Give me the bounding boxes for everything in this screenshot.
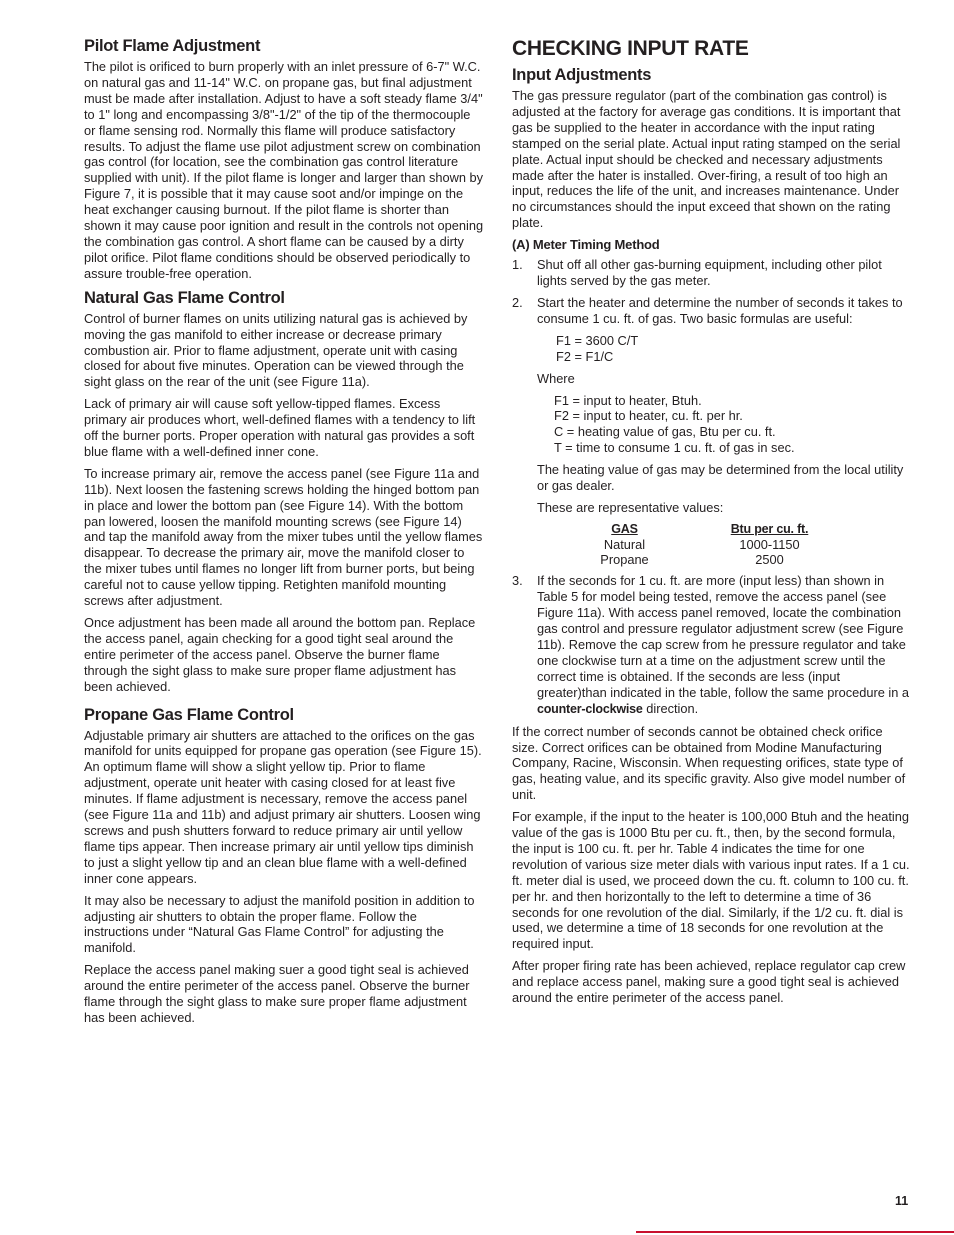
table-cell-btu: 1000-1150 [739, 537, 800, 553]
example-paragraph: For example, if the input to the heater is 100,000 Btuh and the heating value of the gas is 1000 Btu per cu. ft., then, by the second formula, the input is 100 cu. ft. per hr. Table 4 indicates the time for one revolution of various size meter dials with various input rates. If a 1 cu. ft. meter dial is used, we proceed down the cu. ft. column to 100 cu. ft. per hr. and then horizontally to the left to determine a time of 36 seconds for one revolution of the dial. Similarly, if the 1/2 cu. ft. dial is used, we determine a time of 18 seconds for one revolution at the required input. [512, 809, 910, 952]
heating-value-text: The heating value of gas may be determined from the local utility or gas dealer. [537, 462, 904, 494]
definition-f2: F2 = input to heater, cu. ft. per hr. [554, 408, 743, 424]
pilot-flame-heading: Pilot Flame Adjustment [84, 37, 261, 55]
representative-values-text: These are representative values: [537, 499, 724, 515]
footer-rule [636, 1231, 954, 1233]
where-label: Where [537, 370, 575, 386]
table-header-btu: Btu per cu. ft. [730, 521, 809, 536]
propane-gas-heading: Propane Gas Flame Control [84, 705, 294, 724]
step-text: If the seconds for 1 cu. ft. are more (input less) than shown in Table 5 for model being tested, remove the access panel (see Figure 11a). With access panel removed, locate the combination gas control and pressure regulator adjustment screw (see Figure 11b). Remove the cap screw from he pressure regulator and take one clockwise turn at a time on the adjustment screw until the correct time is obtained. If the seconds are less (input greater)than indicated in the table, follow the same procedure in a [537, 573, 910, 700]
table-row [587, 552, 817, 567]
formula-f1: F1 = 3600 C/T [556, 332, 639, 348]
orifice-paragraph: If the correct number of seconds cannot be obtained check orifice size. Correct orifices can be obtained from Modine Manufacturing Company, Racine, Wisconsin. When requesting orifices, state type of gas, heating value, and its specific gravity. Also give model number of unit. [512, 723, 906, 803]
table-header-gas: GAS [611, 521, 638, 536]
right-column [512, 36, 912, 1012]
step-number: 2. [512, 294, 523, 310]
counter-clockwise-emphasis: counter-clockwise [537, 701, 643, 716]
definition-t: T = time to consume 1 cu. ft. of gas in sec. [554, 440, 795, 456]
pilot-flame-paragraph: The pilot is orificed to burn properly with an inlet pressure of 6-7" W.C. on natural gas and 11-14" W.C. on propane gas, but final adjustment must be made after installation. Adjust to have a soft steady flame 3/4" to 1" long and encompassing 3/8"-1/2" of the tip of the thermocouple or flame sensing rod. Normally this flame will produce satisfactory results. To adjust the flame use pilot adjustment screw on combination gas control (for location, see the combination gas control literature supplied with unit). If the pilot flame is longer and larger than shown by Figure 7, it is possible that it may cause soot and/or impinge on the heat exchanger causing burnout. If the pilot flame is shorter than shown it may cause poor ignition and result in the controls not opening the combination gas control. A short flame can be caused by a dirty pilot orifice. Pilot flame conditions should be observed periodically to assure trouble-free operation. [84, 59, 484, 281]
propane-gas-paragraph-1: Adjustable primary air shutters are attached to the orifices on the gas manifold for units equipped for propane gas operation (see Figure 15). An optimum flame will show a slight yellow tip. Prior to flame adjustment, operate unit heater with casing closed for at least five minutes. If flame adjustment is necessary, remove the access panel (see Figure 11a and 11b) and adjust primary air shutters. Loosen wing screws and push shutters forward to reduce primary air until yellow flame tips appear. Then increase primary air until yellow tips diminish to just a slight yellow tip and an clean blue flame with a well-defined inner cone appears. [84, 727, 482, 886]
step-number: 3. [512, 573, 523, 589]
table-cell-btu: 2500 [755, 552, 784, 568]
list-item [512, 573, 912, 717]
meter-timing-steps [512, 257, 912, 717]
gas-values-table [587, 522, 817, 568]
natural-gas-heading: Natural Gas Flame Control [84, 288, 285, 307]
input-adjustments-paragraph: The gas pressure regulator (part of the combination gas control) is adjusted at the factory for average gas conditions. It is important that gas be supplied to the heater in accordance with the input rating stamped on the serial plate. Actual input rating stamped on the serial plate. Actual input should be checked and necessary adjustments made after the hater is installed. Over-firing, a result of too high an input, reduces the life of the unit, and increases maintenance. Under no circumstances should the input exceed that shown on the rating plate. [512, 88, 901, 231]
meter-timing-heading: (A) Meter Timing Method [512, 237, 660, 253]
propane-gas-paragraph-2: It may also be necessary to adjust the manifold position in addition to adjusting air shutters to obtain the proper flame. Follow the instructions under “Natural Gas Flame Control” for adjusting the manifold. [84, 892, 475, 956]
formula-block [537, 333, 912, 365]
list-item [512, 295, 912, 567]
after-firing-paragraph: After proper firing rate has been achieved, replace regulator cap crew and replace access panel, making sure a good tight seal is achieved around the entire perimeter of the access panel. [512, 958, 906, 1006]
formula-f2: F2 = F1/C [556, 348, 614, 364]
left-column [84, 36, 484, 1032]
definition-f1: F1 = input to heater, Btuh. [554, 392, 702, 408]
step-text: Shut off all other gas-burning equipment, including other pilot lights served by the gas meter. [537, 257, 882, 289]
natural-gas-paragraph-2: Lack of primary air will cause soft yellow-tipped flames. Excess primary air produces whort, well-defined flames with a tendency to lift off the burner ports. Proper operation with natural gas provides a soft blue flame with a well-defined inner cone. [84, 396, 476, 459]
step-text: Start the heater and determine the number of seconds it takes to consume 1 cu. ft. of gas. Two basic formulas are useful: [537, 294, 903, 326]
step-number: 1. [512, 257, 523, 273]
natural-gas-paragraph-4: Once adjustment has been made all around the bottom pan. Replace the access panel, again checking for a good tight seal around the entire perimeter of the access panel. Observe the burner flame through the sight glass to make sure proper flame adjustment has been achieved. [84, 615, 476, 694]
natural-gas-paragraph-3: To increase primary air, remove the access panel (see Figure 11a and 11b). Next loosen the fastening screws holding the hinged bottom pan in place and lower the bottom pan (see Figure 14). With the bottom pan lowered, loosen the manifold mounting screws (see Figure 14) and tap the manifold away from the mixer tubes until the yellow flames disappear. To decrease the primary air, move the manifold closer to the mixer tubes until flames no longer lift from burner ports, but being careful not to cause yellow tipping. Retighten manifold mounting screws after adjustment. [84, 465, 483, 609]
table-cell-gas: Propane [600, 552, 649, 568]
propane-gas-paragraph-3: Replace the access panel making suer a good tight seal is achieved around the entire perimeter of the access panel. Observe the burner flame through the sight glass to make sure proper flame adjustment has been achieved. [84, 962, 470, 1025]
table-cell-gas: Natural [603, 537, 646, 553]
step-text-end: direction. [646, 700, 699, 716]
list-item [512, 257, 912, 289]
definition-block [537, 393, 912, 457]
page-number: 11 [895, 1194, 909, 1208]
checking-input-rate-title: CHECKING INPUT RATE [512, 37, 749, 60]
table-row [587, 537, 817, 552]
definition-c: C = heating value of gas, Btu per cu. ft. [554, 424, 776, 440]
input-adjustments-heading: Input Adjustments [512, 66, 652, 84]
natural-gas-paragraph-1: Control of burner flames on units utilizing natural gas is achieved by moving the gas manifold to either increase or decrease primary combustion air. Prior to flame adjustment, operate unit with casing closed for about five minutes. Operation can be viewed through the sight glass on the rear of the unit (see Figure 11a). [84, 310, 468, 390]
